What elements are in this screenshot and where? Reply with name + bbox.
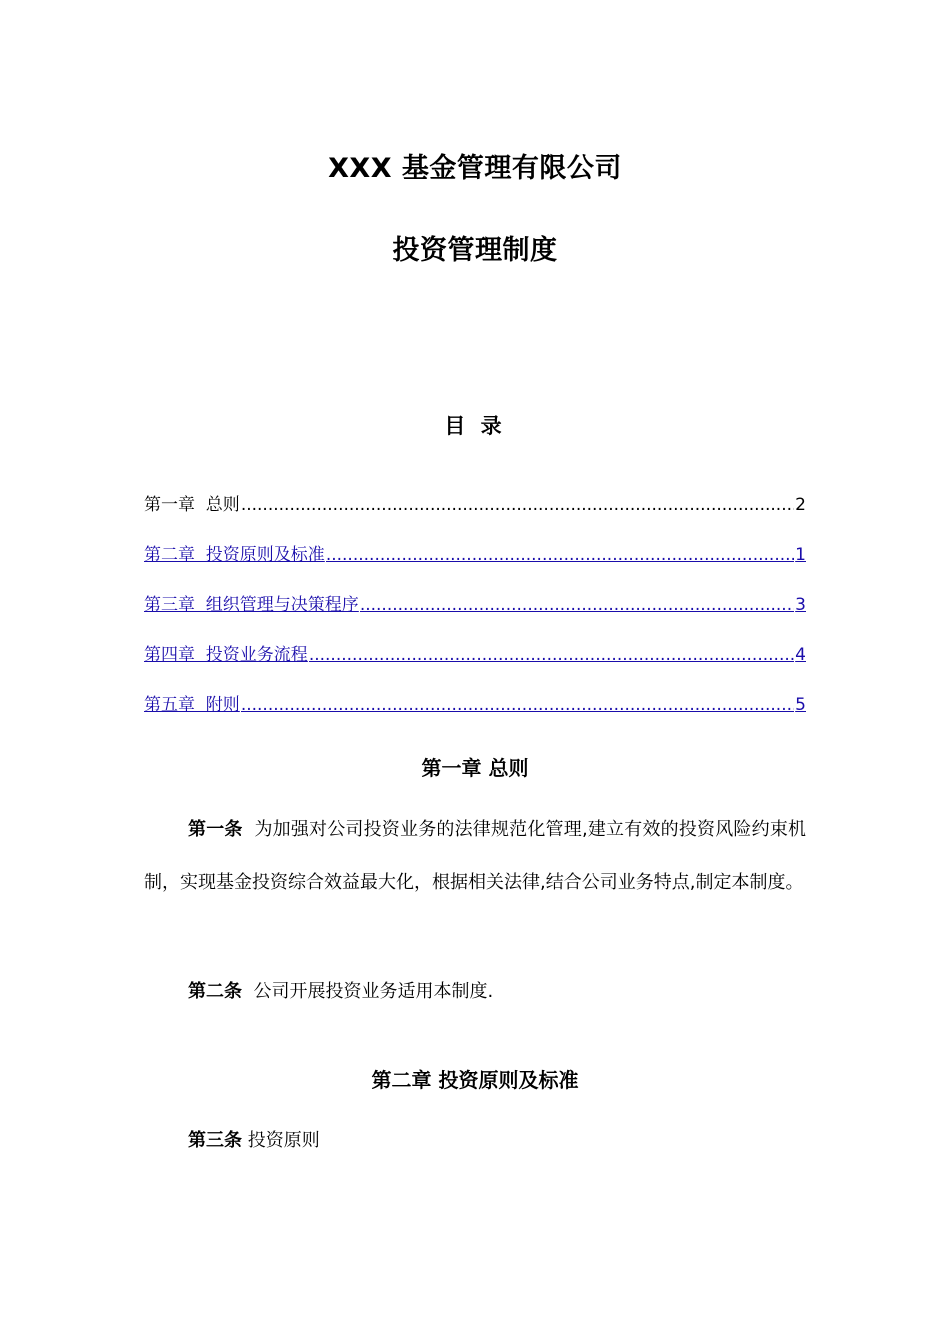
chapter-2-heading: 第二章 投资原则及标准 (371, 1068, 579, 1092)
toc-leader-dots (326, 544, 794, 566)
article-1 (144, 803, 806, 909)
article-1-text: 为加强对公司投资业务的法律规范化管理,建立有效的投资风险约束机制，实现基金投资综合效益最大化，根据相关法律,结合公司业务特点,制定本制度。 (144, 819, 807, 893)
toc-entry-label: 第四章 投资业务流程 (144, 645, 308, 665)
toc-entry-chapter-3[interactable] (144, 590, 806, 616)
toc-entry-page: 1 (795, 545, 806, 565)
chapter-1-heading: 第一章 总则 (421, 756, 529, 780)
toc-leader-dots (241, 494, 794, 516)
toc-leader-dots (241, 694, 794, 716)
article-1-label: 第一条 (188, 819, 243, 840)
toc-entry-page: 3 (795, 595, 806, 615)
toc-entry-page: 2 (795, 495, 806, 515)
article-3-label: 第三条 (188, 1130, 242, 1151)
toc-entry-page: 4 (795, 645, 806, 665)
toc-entry-label: 第一章 总则 (144, 495, 240, 515)
article-3 (144, 1114, 806, 1167)
article-2-label: 第二条 (188, 981, 242, 1002)
toc-leader-dots (360, 594, 794, 616)
toc-entry-chapter-1[interactable] (144, 490, 806, 516)
article-2-text: 公司开展投资业务适用本制度. (253, 981, 494, 1002)
toc-entry-label: 第三章 组织管理与决策程序 (144, 595, 359, 615)
toc-entry-chapter-5[interactable] (144, 690, 806, 716)
company-title: XXX 基金管理有限公司 (328, 153, 622, 184)
article-3-text: 投资原则 (247, 1130, 320, 1151)
toc-entry-label: 第二章 投资原则及标准 (144, 545, 325, 565)
toc-entry-page: 5 (795, 695, 806, 715)
toc-entry-label: 第五章 附则 (144, 695, 240, 715)
toc-entry-chapter-4[interactable] (144, 640, 806, 666)
toc-leader-dots (309, 644, 794, 666)
article-2 (144, 965, 806, 1018)
toc-heading: 目 录 (444, 414, 506, 438)
document-title: 投资管理制度 (392, 235, 558, 266)
toc-entry-chapter-2[interactable] (144, 540, 806, 566)
